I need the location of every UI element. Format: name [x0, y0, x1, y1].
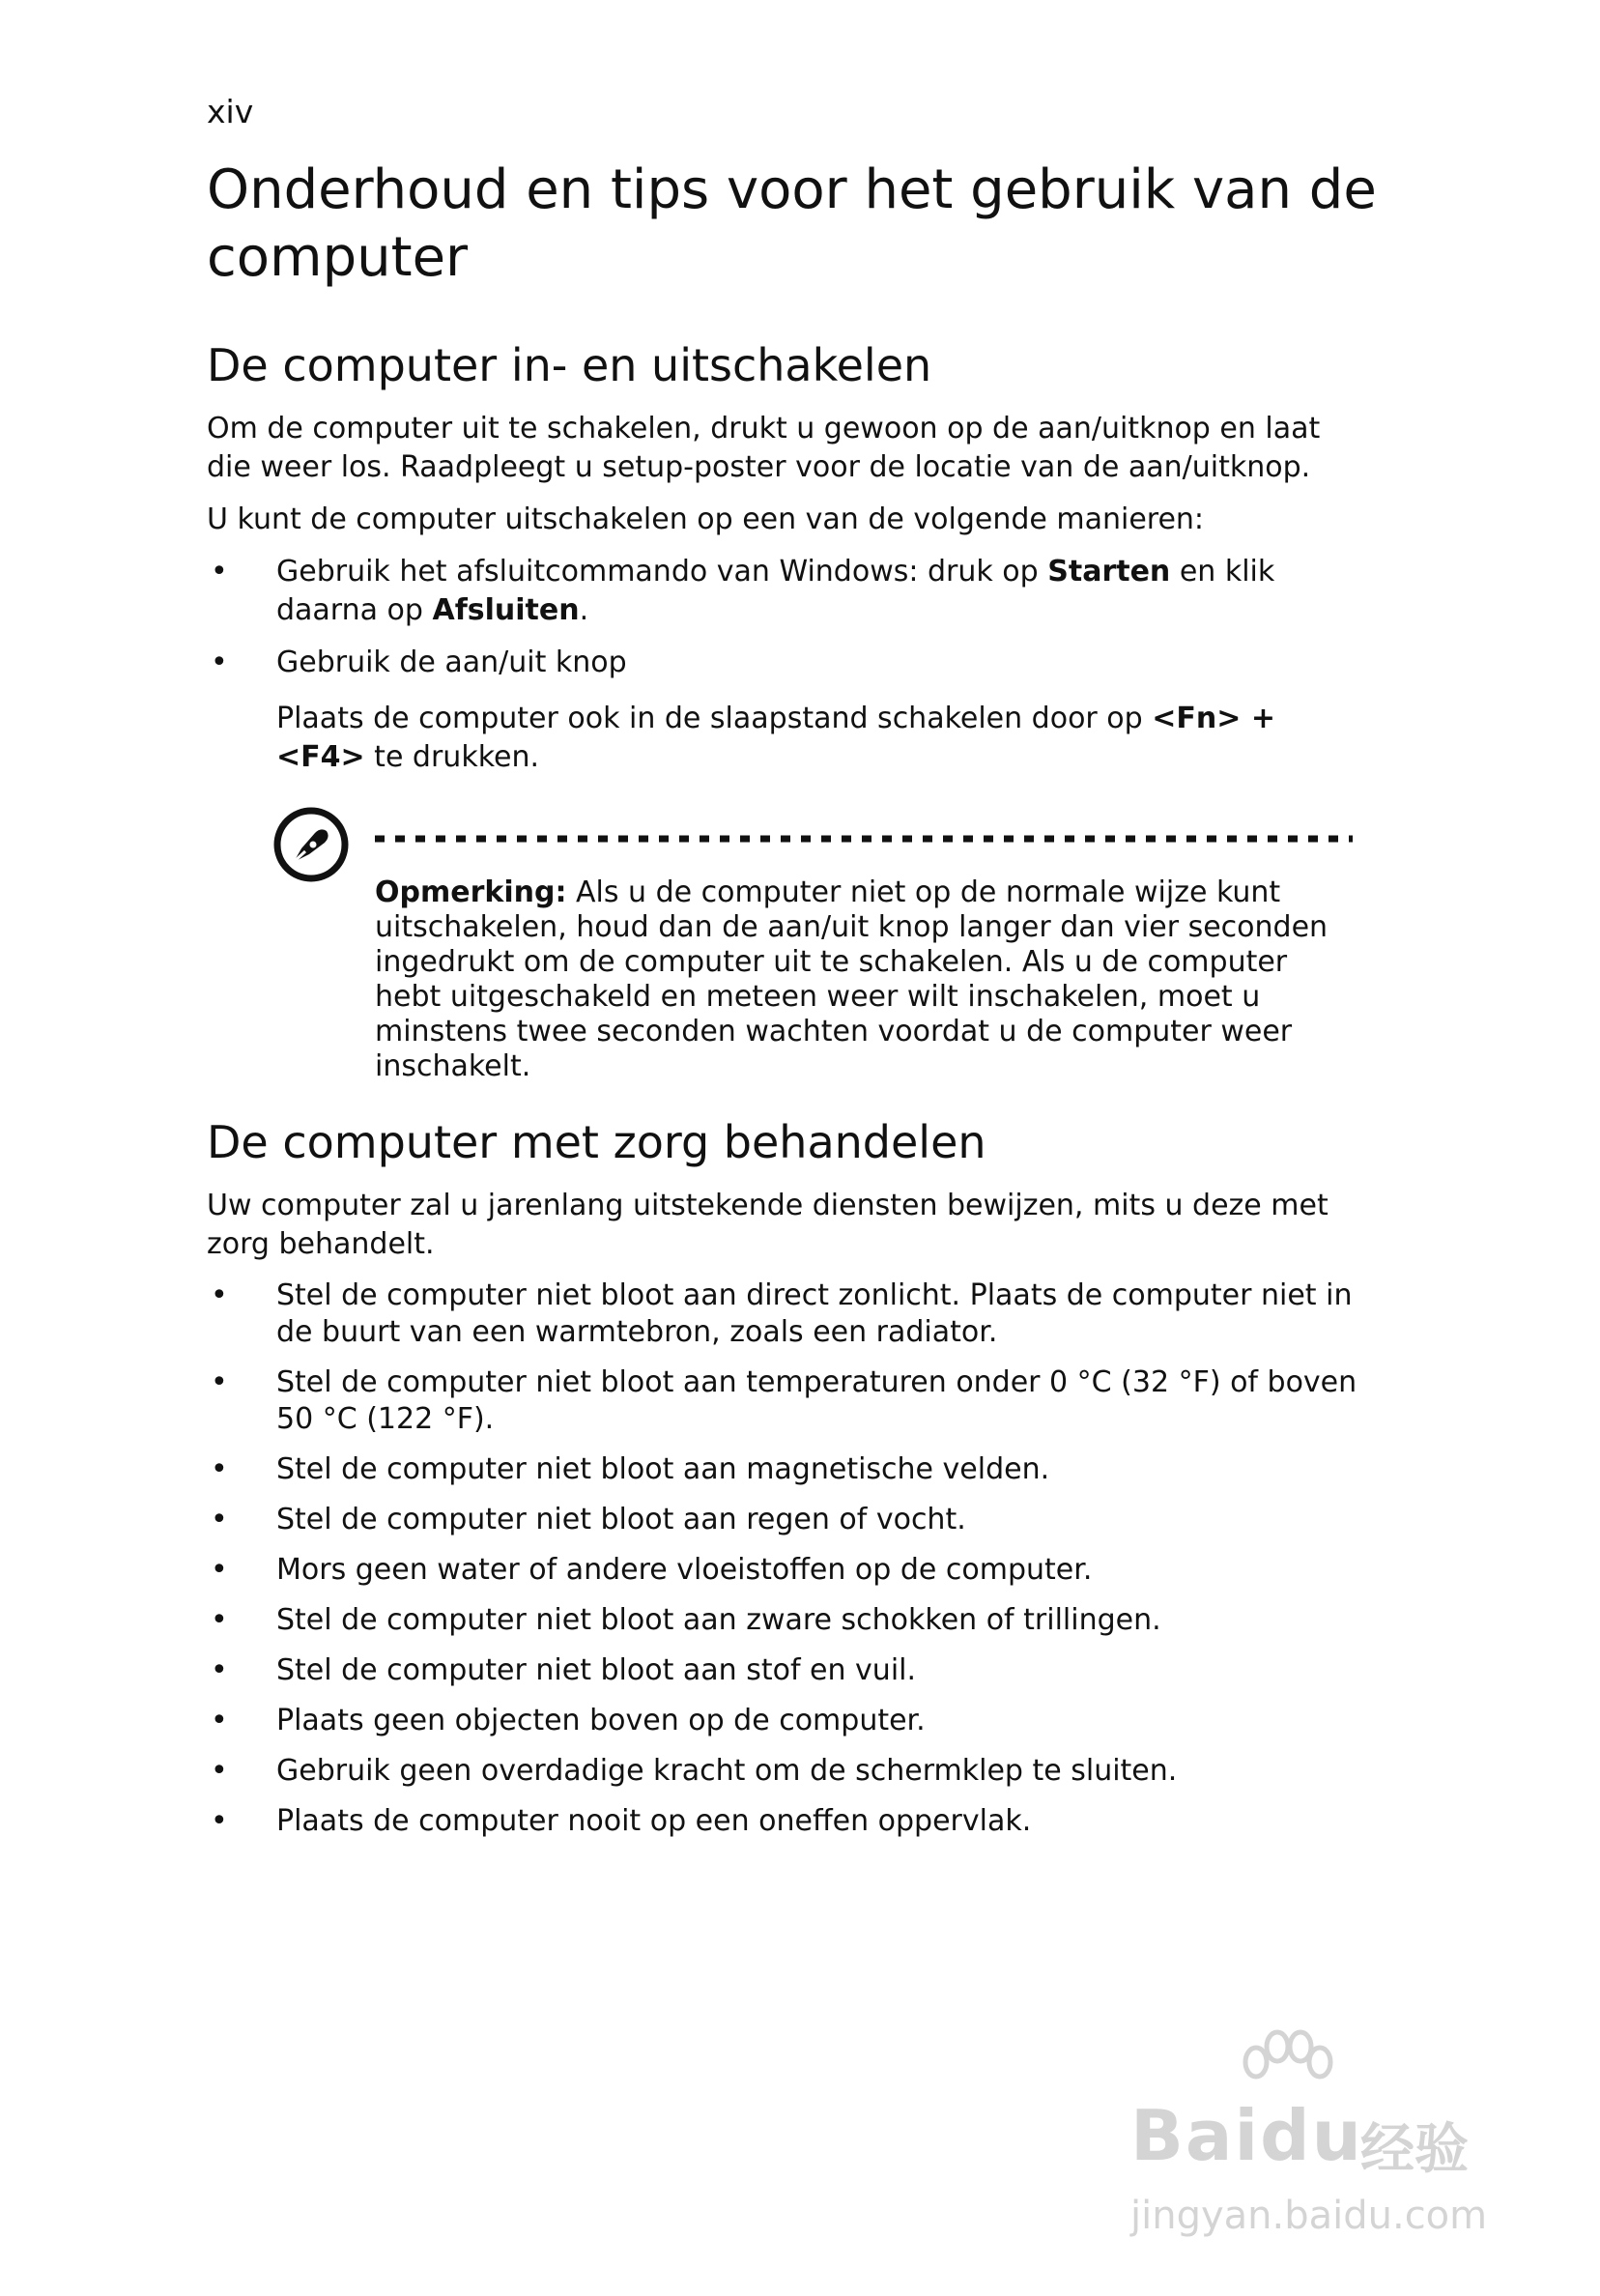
sleep-instruction — [276, 700, 1358, 777]
note-divider — [375, 835, 1353, 843]
list-item-text: Stel de computer niet bloot aan stof en vuil. — [276, 1653, 917, 1687]
bullet-glyph: • — [211, 1365, 228, 1399]
care-tips-list — [207, 1277, 1366, 1853]
list-item-text: Stel de computer niet bloot aan temperaturen onder 0 °C (32 °F) of boven 50 °C (122 °F). — [276, 1365, 1357, 1436]
page-number: xiv — [207, 93, 254, 130]
list-item — [207, 1652, 1366, 1689]
bullet-glyph: • — [211, 555, 228, 588]
watermark-brand: Baidu — [1130, 2095, 1363, 2176]
list-item-text: Stel de computer niet bloot aan direct zonlicht. Plaats de computer niet in de buurt van een warmtebron, zoals een radiator. — [276, 1278, 1353, 1349]
bullet-text: en klik daarna op — [276, 555, 1275, 627]
list-item-text: Stel de computer niet bloot aan regen of vocht. — [276, 1503, 966, 1536]
watermark-url: jingyan.baidu.com — [1130, 2194, 1488, 2238]
bullet-text: Gebruik de aan/uit knop — [276, 646, 627, 679]
list-item — [207, 1502, 1366, 1538]
bullet-glyph: • — [211, 1503, 228, 1536]
sleep-shortcut: <Fn> + <F4> — [276, 702, 1275, 774]
start-label: Starten — [1047, 555, 1171, 588]
sleep-text: Plaats de computer ook in de slaapstand schakelen door op — [276, 702, 1153, 735]
bullet-glyph: • — [211, 1452, 228, 1486]
paw-icon — [1227, 2029, 1343, 2097]
list-item-text: Stel de computer niet bloot aan magnetische velden. — [276, 1452, 1050, 1486]
list-item — [207, 553, 1366, 630]
note-body: Als u de computer niet op de normale wijze kunt uitschakelen, houd dan de aan/uit knop langer dan vier seconden ingedrukt om de computer uit te schakelen. Als u de computer hebt uitgeschakeld en meteen weer wilt inschakelen, moet u minstens twee seconden wachten voordat u de computer weer inschakelt. — [375, 875, 1329, 1083]
list-item-text: Stel de computer niet bloot aan zware schokken of trillingen. — [276, 1603, 1161, 1637]
power-ways-intro: U kunt de computer uitschakelen op een van de volgende manieren: — [207, 502, 1205, 536]
list-item — [207, 1451, 1366, 1488]
list-item-text: Plaats geen objecten boven op de computer. — [276, 1704, 926, 1737]
list-item — [207, 1753, 1366, 1790]
bullet-text: Gebruik het afsluitcommando van Windows: druk op — [276, 555, 1048, 588]
note-pen-icon — [272, 806, 350, 883]
power-off-methods-list — [207, 553, 1366, 682]
bullet-glyph: • — [211, 646, 228, 679]
bullet-glyph: • — [211, 1754, 228, 1788]
list-item — [207, 644, 1366, 682]
page-title: Onderhoud en tips voor het gebruik van de computer — [207, 158, 1377, 289]
list-item-text: Mors geen water of andere vloeistoffen op de computer. — [276, 1553, 1093, 1587]
note-label: Opmerking: — [375, 875, 567, 909]
bullet-text: . — [579, 593, 589, 627]
bullet-glyph: • — [211, 1603, 228, 1637]
care-intro-paragraph: Uw computer zal u jarenlang uitstekende diensten bewijzen, mits u deze met zorg behandelt. — [207, 1189, 1329, 1261]
section-heading-power: De computer in- en uitschakelen — [207, 339, 932, 391]
bullet-glyph: • — [211, 1704, 228, 1737]
list-item — [207, 1552, 1366, 1589]
shutdown-label: Afsluiten — [432, 593, 580, 627]
baidu-watermark — [1121, 2029, 1507, 2261]
bullet-glyph: • — [211, 1278, 228, 1312]
section-heading-care: De computer met zorg behandelen — [207, 1116, 986, 1168]
list-item — [207, 1703, 1366, 1739]
list-item — [207, 1602, 1366, 1639]
bullet-glyph: • — [211, 1804, 228, 1838]
list-item-text: Gebruik geen overdadige kracht om de schermklep te sluiten. — [276, 1754, 1178, 1788]
list-item — [207, 1803, 1366, 1840]
sleep-text: te drukken. — [364, 740, 540, 774]
list-item — [207, 1364, 1366, 1438]
list-item — [207, 1277, 1366, 1351]
bullet-glyph: • — [211, 1553, 228, 1587]
bullet-glyph: • — [211, 1653, 228, 1687]
watermark-product: 经验 — [1360, 2118, 1469, 2181]
note-paragraph — [375, 875, 1351, 1084]
power-intro-paragraph: Om de computer uit te schakelen, drukt u gewoon op de aan/uitknop en laat die weer los. Raadpleegt u setup-poster voor de locatie van de aan/uitknop. — [207, 412, 1321, 484]
list-item-text: Plaats de computer nooit op een oneffen oppervlak. — [276, 1804, 1032, 1838]
